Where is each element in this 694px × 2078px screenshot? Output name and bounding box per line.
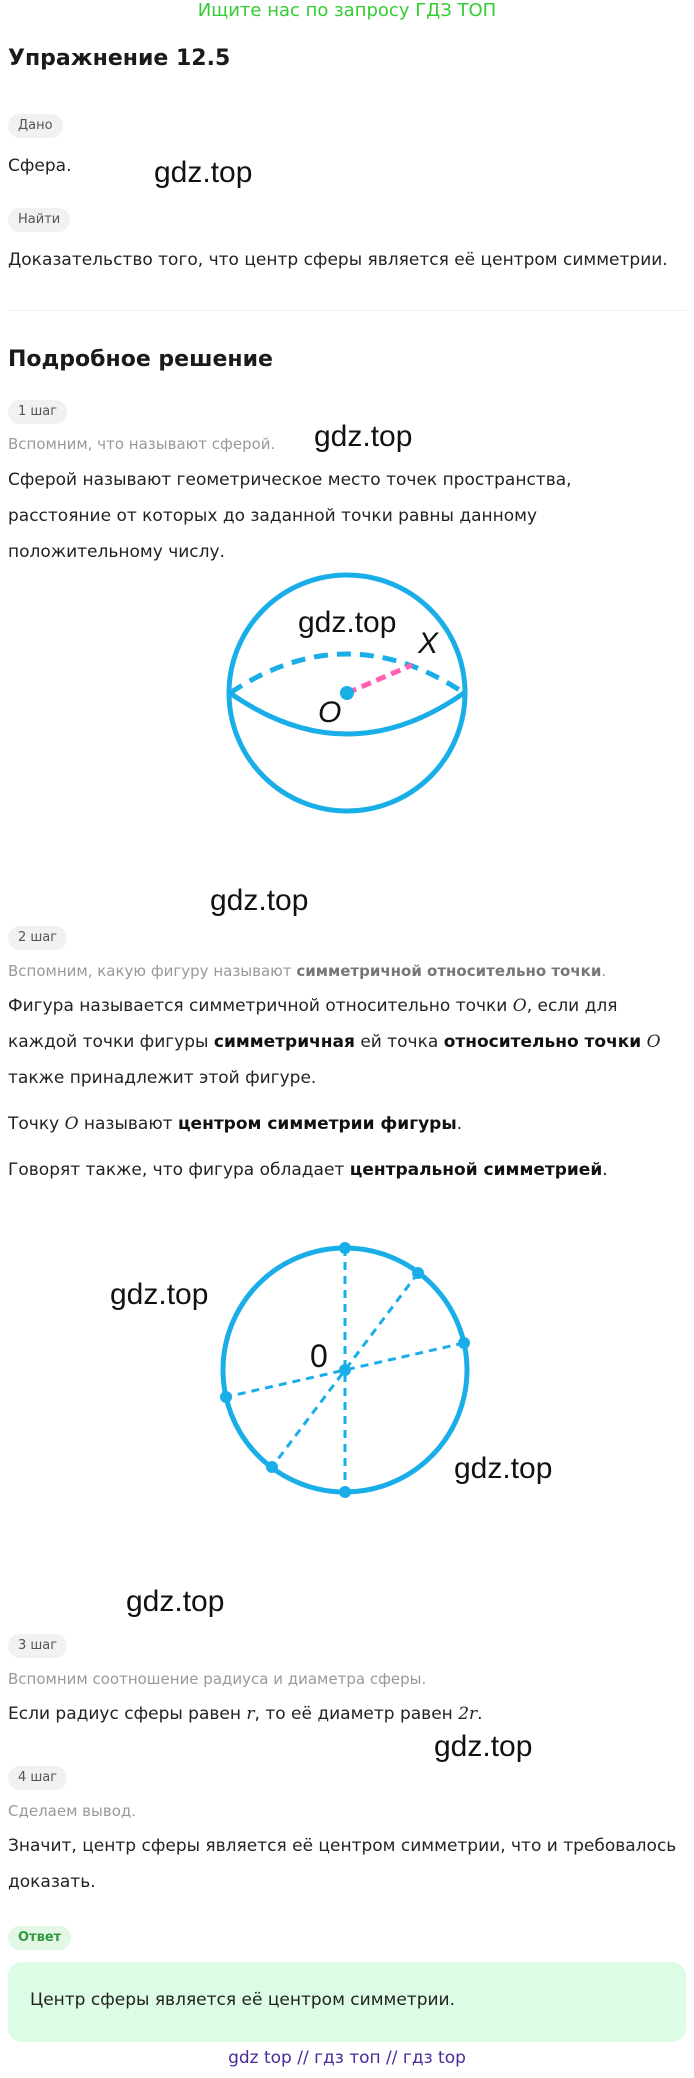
step-1-hint: Вспомним, что называют сферой. — [8, 435, 276, 453]
point — [220, 1391, 232, 1403]
sphere-figure — [220, 565, 480, 825]
point — [339, 1486, 351, 1498]
section-divider — [8, 310, 686, 311]
page-title: Упражнение 12.5 — [8, 46, 231, 71]
watermark: gdz.top — [454, 1452, 553, 1485]
step-3-tag: 3 шаг — [8, 1634, 67, 1658]
step-1-tag: 1 шаг — [8, 400, 67, 424]
watermark: gdz.top — [110, 1278, 209, 1311]
step-2-hint: Вспомним, какую фигуру называют симметричной относительно точки. — [8, 962, 607, 980]
watermark: gdz.top — [314, 420, 413, 453]
center-label: O — [318, 696, 342, 729]
answer-text: Центр сферы является её центром симметрии. — [30, 1990, 455, 2010]
watermark: gdz.top — [210, 884, 309, 917]
solution-heading: Подробное решение — [8, 347, 273, 372]
watermark: gdz.top — [298, 606, 397, 639]
step-2-center-def: Точку O называют центром симметрии фигуры. — [8, 1114, 463, 1134]
step-4-tag: 4 шаг — [8, 1766, 67, 1790]
central-symmetry-figure — [210, 1235, 480, 1505]
given-tag: Дано — [8, 114, 63, 138]
step-2-tag: 2 шаг — [8, 926, 67, 950]
center-point — [339, 1364, 351, 1376]
given-text: Сфера. — [8, 156, 72, 176]
step-1-text: Сферой называют геометрическое место точек пространства, расстояние от которых до заданной точки равны данному положительному числу. — [8, 470, 572, 562]
watermark: gdz.top — [126, 1585, 225, 1618]
step-2-central-symmetry: Говорят также, что фигура обладает центральной симметрией. — [8, 1160, 608, 1180]
find-text: Доказательство того, что центр сферы является её центром симметрии. — [8, 250, 668, 270]
step-4-hint: Сделаем вывод. — [8, 1802, 137, 1820]
watermark: gdz.top — [154, 156, 253, 189]
step-3-text: Если радиус сферы равен r, то её диаметр равен 2r. — [8, 1704, 483, 1724]
step-3-hint: Вспомним соотношение радиуса и диаметра сферы. — [8, 1670, 427, 1688]
point-label: X — [418, 627, 439, 660]
answer-tag: Ответ — [8, 1926, 71, 1950]
watermark: gdz.top — [434, 1730, 533, 1763]
point — [339, 1242, 351, 1254]
point — [412, 1267, 424, 1279]
step-2-definition: Фигура называется симметричной относительно точки O, если для каждой точки фигуры симметричная ей точка относительно точки O также принадлежит этой фигуре. — [8, 996, 661, 1088]
point — [458, 1337, 470, 1349]
center-label: 0 — [310, 1338, 328, 1374]
center-point — [340, 686, 354, 700]
step-4-text: Значит, центр сферы является её центром симметрии, что и требовалось доказать. — [8, 1836, 677, 1892]
find-tag: Найти — [8, 208, 70, 232]
radius-segment — [347, 665, 412, 693]
search-banner: Ищите нас по запросу ГДЗ ТОП — [197, 0, 497, 21]
footer-links[interactable]: gdz top // гдз топ // гдз top — [228, 2048, 466, 2068]
point — [266, 1461, 278, 1473]
